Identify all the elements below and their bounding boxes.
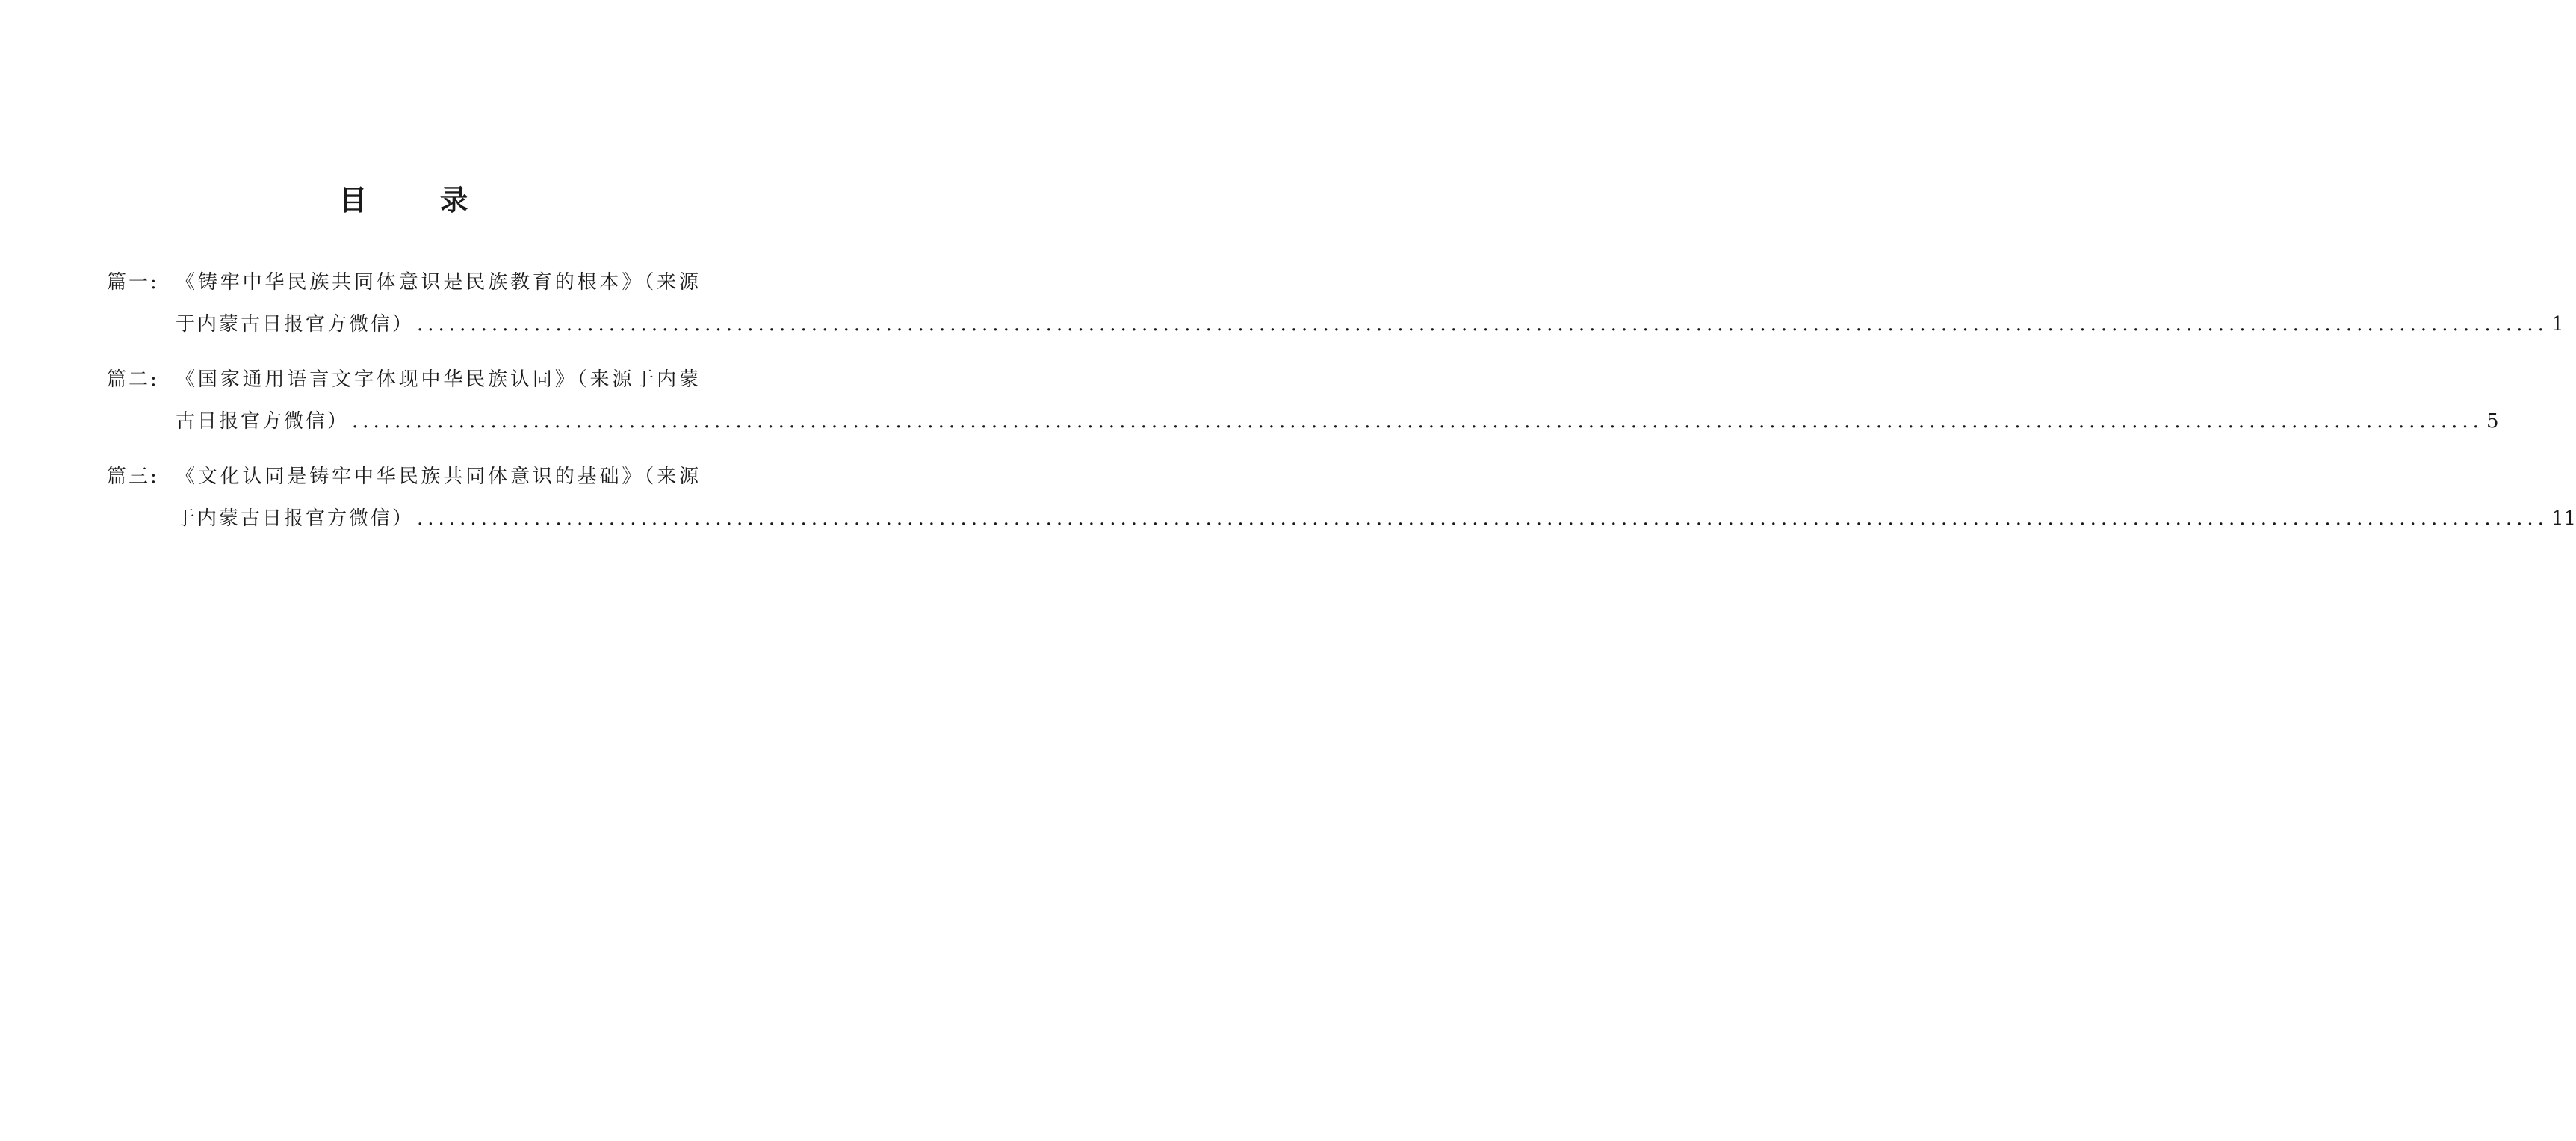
toc-entry-title: 《铸牢中华民族共同体意识是民族教育的根本》（来源 <box>176 271 701 294</box>
toc-entry-line <box>107 498 2576 539</box>
toc-entry-page-number: 5 <box>2486 410 2499 433</box>
toc-entry-continuation: 于内蒙古日报官方微信） <box>176 507 415 530</box>
toc-entry[interactable] <box>107 456 2576 539</box>
toc-entry-title: 《国家通用语言文字体现中华民族认同》（来源于内蒙 <box>176 368 701 391</box>
toc-entry-page-number: 11 <box>2551 507 2576 530</box>
toc-entry-label: 篇一: <box>107 271 159 294</box>
toc-entry-title: 《文化认同是铸牢中华民族共同体意识的基础》（来源 <box>176 466 701 488</box>
toc-leader-dots: ........................................................................................................................................................................................................ <box>417 507 2548 530</box>
toc-entry-line <box>107 359 701 401</box>
toc-leader-dots: ........................................................................................................................................................................................................ <box>352 410 2483 433</box>
toc-entry-page-number: 1 <box>2551 313 2564 336</box>
toc-entry-label: 篇二: <box>107 368 159 391</box>
toc-entry-line <box>107 401 2499 442</box>
toc-title: 目 录 <box>338 184 500 217</box>
toc-entry[interactable] <box>107 262 2564 345</box>
toc-list <box>107 262 2576 553</box>
toc-entry-label: 篇三: <box>107 466 159 488</box>
toc-entry-line <box>107 456 701 498</box>
toc-leader-dots: ........................................................................................................................................................................................................ <box>417 313 2548 336</box>
toc-entry-continuation: 古日报官方微信） <box>176 410 350 433</box>
toc-entry-line <box>107 262 701 303</box>
toc-entry[interactable] <box>107 359 2499 442</box>
toc-entry-continuation: 于内蒙古日报官方微信） <box>176 313 415 336</box>
toc-entry-line <box>107 303 2564 345</box>
